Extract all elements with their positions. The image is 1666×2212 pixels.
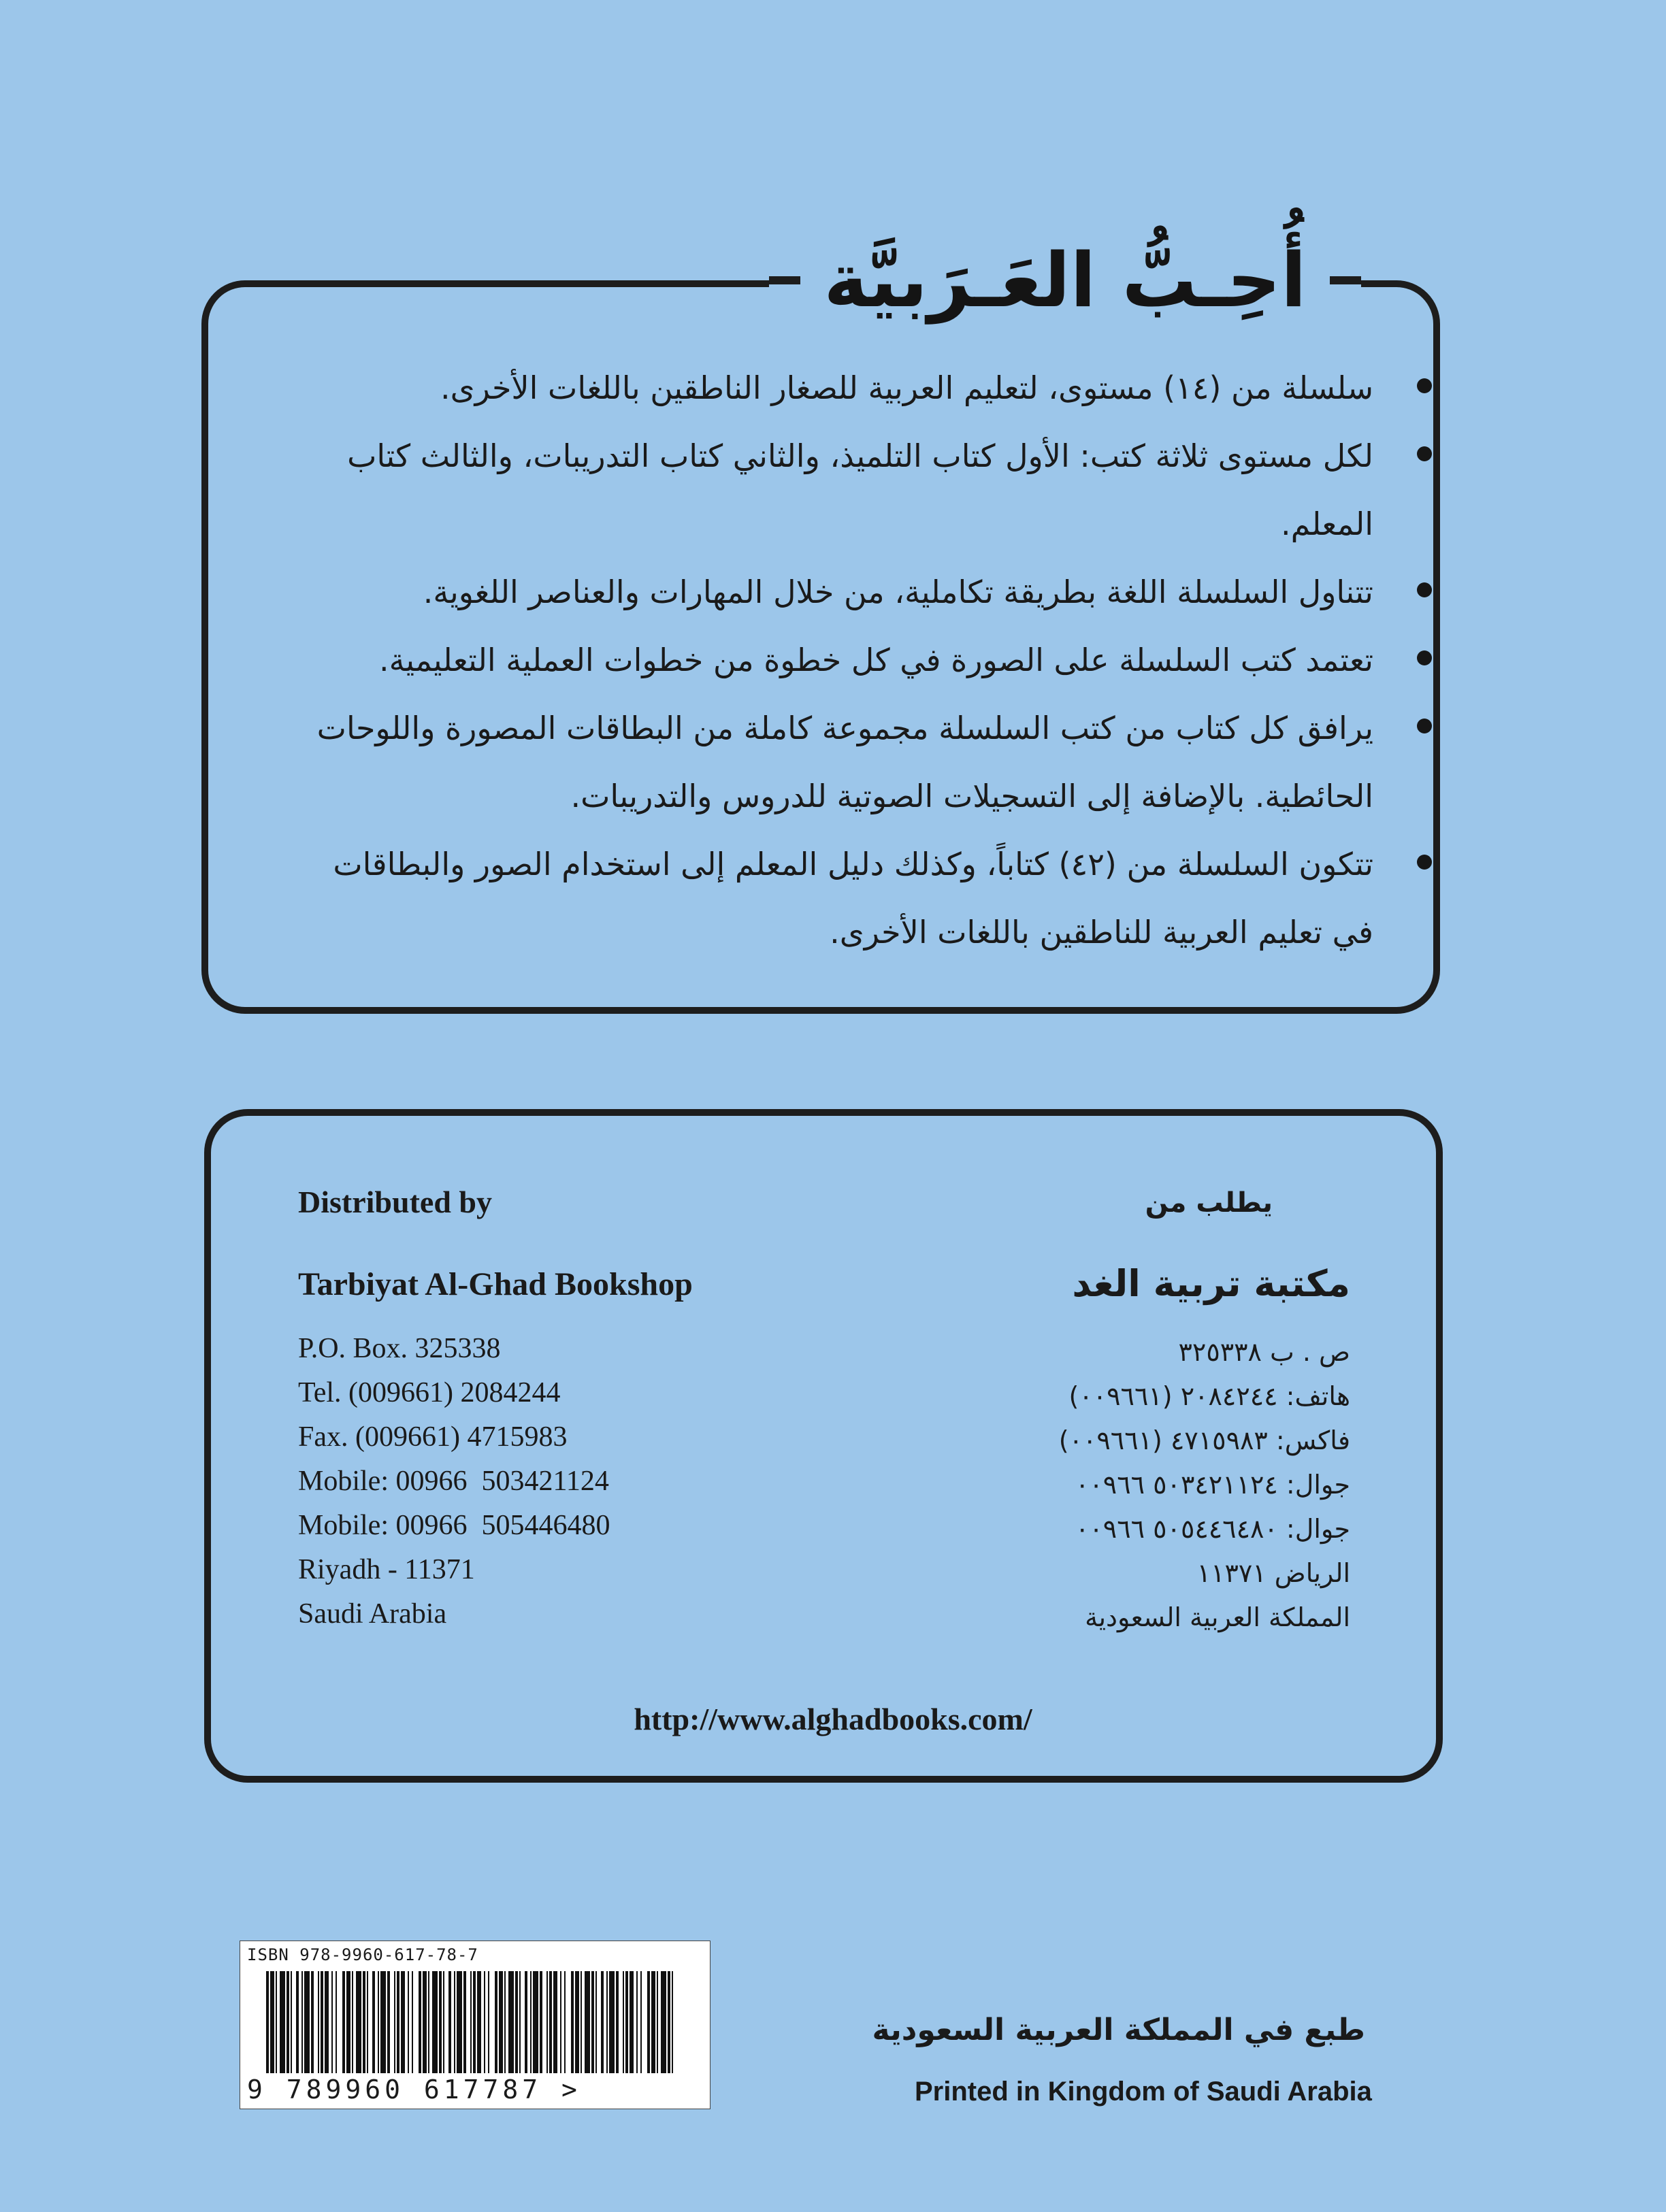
barcode-bar (575, 1971, 579, 2073)
barcode-bar (533, 1971, 538, 2073)
bullet-icon (1417, 378, 1432, 393)
bookshop-name-en: Tarbiyat Al-Ghad Bookshop (298, 1266, 693, 1302)
distributed-by-heading-ar: يطلب من (1145, 1187, 1273, 1219)
barcode-bar (591, 1971, 594, 2073)
barcode-bar (546, 1971, 548, 2073)
barcode-bar (540, 1971, 542, 2073)
barcode-bar (595, 1971, 597, 2073)
barcode-bar (380, 1971, 386, 2073)
barcode-bar (367, 1971, 368, 2073)
barcode-bar (473, 1971, 476, 2073)
printed-in-ar: طبع في المملكة العربية السعودية (872, 2013, 1365, 2047)
barcode-bar (651, 1971, 655, 2073)
contact-line: المملكة العربية السعودية (1085, 1602, 1350, 1632)
contact-line: Fax. (009661) 4715983 (298, 1421, 568, 1453)
barcode-bar (515, 1971, 518, 2073)
contact-line: الرياض ١١٣٧١ (1196, 1558, 1350, 1588)
barcode-bar (270, 1971, 274, 2073)
barcode-bar (387, 1971, 390, 2073)
barcode-bar (448, 1971, 451, 2073)
barcode-bar (401, 1971, 405, 2073)
contact-line: جوال: ٥٠٣٤٢١١٢٤ ٠٠٩٦٦ (1075, 1470, 1350, 1500)
feature-item: يرافق كل كتاب من كتب السلسلة مجموعة كاملة من البطاقات المصورة واللوحات الحائطية. بالإضافة إلى التسجيلات الصوتية للدروس والتدريبات. (284, 694, 1373, 830)
barcode-bar (571, 1971, 574, 2073)
barcode-bar (432, 1971, 438, 2073)
barcode-bar (304, 1971, 310, 2073)
barcode-bar (423, 1971, 427, 2073)
barcode-bar (470, 1971, 472, 2073)
barcode-bar (428, 1971, 429, 2073)
barcode-bar (647, 1971, 650, 2073)
contact-lines-ar (1059, 1330, 1350, 1640)
bullet-icon (1417, 650, 1432, 665)
contact-line: فاكس: ٤٧١٥٩٨٣ (٠٠٩٦٦١) (1058, 1425, 1350, 1455)
barcode-bar (477, 1971, 481, 2073)
contact-line: ص . ب ٣٢٥٣٣٨ (1178, 1337, 1350, 1367)
barcode-bar (601, 1971, 604, 2073)
barcode-bar (336, 1971, 337, 2073)
barcode-bar (356, 1971, 361, 2073)
barcode-bar (378, 1971, 379, 2073)
barcode-bar (419, 1971, 421, 2073)
title-rule-left (769, 276, 800, 284)
barcode-bar (549, 1971, 552, 2073)
contact-line: Mobile: 00966 503421124 (298, 1466, 609, 1497)
barcode-bar (463, 1971, 466, 2073)
barcode-bar (397, 1971, 399, 2073)
barcode-bar (636, 1971, 638, 2073)
website-link[interactable]: http://www.alghadbooks.com/ (634, 1702, 1032, 1736)
barcode-bar (408, 1971, 409, 2073)
barcode-bar (668, 1971, 670, 2073)
bullet-icon (1417, 582, 1432, 597)
barcode-bar (525, 1971, 527, 2073)
barcode-bar (672, 1971, 673, 2073)
feature-item: سلسلة من (١٤) مستوى، لتعليم العربية للصغار الناطقين باللغات الأخرى. (284, 354, 1373, 422)
barcode-bar (508, 1971, 514, 2073)
barcode-bar (372, 1971, 375, 2073)
contact-line: Tel. (009661) 2084244 (298, 1377, 561, 1408)
title-rule-right (1330, 276, 1361, 284)
barcode-bar (484, 1971, 485, 2073)
barcode-bar (342, 1971, 345, 2073)
feature-item: تتناول السلسلة اللغة بطريقة تكاملية، من خلال المهارات والعناصر اللغوية. (284, 558, 1373, 626)
series-features-list (284, 354, 1373, 966)
contact-line: Saudi Arabia (298, 1598, 447, 1630)
barcode-bar (657, 1971, 658, 2073)
barcode-bar (457, 1971, 462, 2073)
barcode-bar (266, 1971, 269, 2073)
barcode-bar (291, 1971, 292, 2073)
printed-in-en: Printed in Kingdom of Saudi Arabia (915, 2077, 1372, 2107)
barcode-bar (495, 1971, 497, 2073)
barcode-bar (609, 1971, 615, 2073)
barcode-bar (325, 1971, 329, 2073)
barcode-bar (331, 1971, 333, 2073)
barcode-bar (553, 1971, 557, 2073)
feature-item: تعتمد كتب السلسلة على الصورة في كل خطوة من خطوات العملية التعليمية. (284, 626, 1373, 694)
contact-line: P.O. Box. 325338 (298, 1333, 501, 1364)
barcode-bar (318, 1971, 319, 2073)
barcode-bar (623, 1971, 624, 2073)
barcode-bar (394, 1971, 395, 2073)
barcode-bar (352, 1971, 353, 2073)
barcode-bar (499, 1971, 503, 2073)
barcode-bar (585, 1971, 590, 2073)
bullet-icon (1417, 719, 1432, 733)
barcode-bar (661, 1971, 666, 2073)
barcode-bar (504, 1971, 506, 2073)
barcode-bar (363, 1971, 365, 2073)
barcode-bar (412, 1971, 413, 2073)
contact-lines-en (298, 1327, 610, 1636)
barcode-bar (346, 1971, 350, 2073)
feature-item: لكل مستوى ثلاثة كتب: الأول كتاب التلميذ، والثاني كتاب التدريبات، والثالث كتاب المعلم. (284, 422, 1373, 558)
barcode-bars (266, 1971, 674, 2073)
distributed-by-heading: Distributed by (298, 1185, 492, 1219)
barcode-bar (625, 1971, 628, 2073)
series-title: أُحِـبُّ العَـرَبيَّة (823, 237, 1307, 324)
barcode-bar (287, 1971, 289, 2073)
barcode-bar (296, 1971, 299, 2073)
barcode-bar (630, 1971, 634, 2073)
contact-line: Riyadh - 11371 (298, 1554, 475, 1585)
barcode-bar (276, 1971, 277, 2073)
barcode-bar (443, 1971, 444, 2073)
barcode-bar (321, 1971, 323, 2073)
barcode-bar (519, 1971, 521, 2073)
series-title-banner (769, 212, 1361, 348)
barcode-bar (560, 1971, 561, 2073)
contact-line: Mobile: 00966 505446480 (298, 1510, 610, 1541)
bullet-icon (1417, 446, 1432, 461)
bullet-icon (1417, 855, 1432, 870)
barcode-bar (280, 1971, 285, 2073)
barcode-bar (530, 1971, 532, 2073)
barcode-bar (439, 1971, 442, 2073)
barcode-bar (311, 1971, 314, 2073)
barcode-bar (564, 1971, 566, 2073)
barcode-bar (640, 1971, 642, 2073)
barcode-bar (581, 1971, 582, 2073)
feature-item: تتكون السلسلة من (٤٢) كتاباً، وكذلك دليل المعلم إلى استخدام الصور والبطاقات في تعليم العربية للناطقين باللغات الأخرى. (284, 830, 1373, 966)
barcode-bar (616, 1971, 619, 2073)
contact-line: جوال: ٥٠٥٤٤٦٤٨٠ ٠٠٩٦٦ (1075, 1514, 1350, 1544)
barcode-bar (606, 1971, 608, 2073)
contact-line: هاتف: ٢٠٨٤٢٤٤ (٠٠٩٦٦١) (1068, 1381, 1350, 1411)
barcode-number: 9 789960 617787 > (247, 2075, 581, 2104)
barcode-bar (454, 1971, 455, 2073)
barcode-bar (301, 1971, 303, 2073)
isbn-label: ISBN 978-9960-617-78-7 (247, 1945, 478, 1964)
isbn-barcode (240, 1941, 710, 2109)
barcode-bar (488, 1971, 489, 2073)
bookshop-name-ar: مكتبة تربية الغد (1072, 1262, 1350, 1305)
